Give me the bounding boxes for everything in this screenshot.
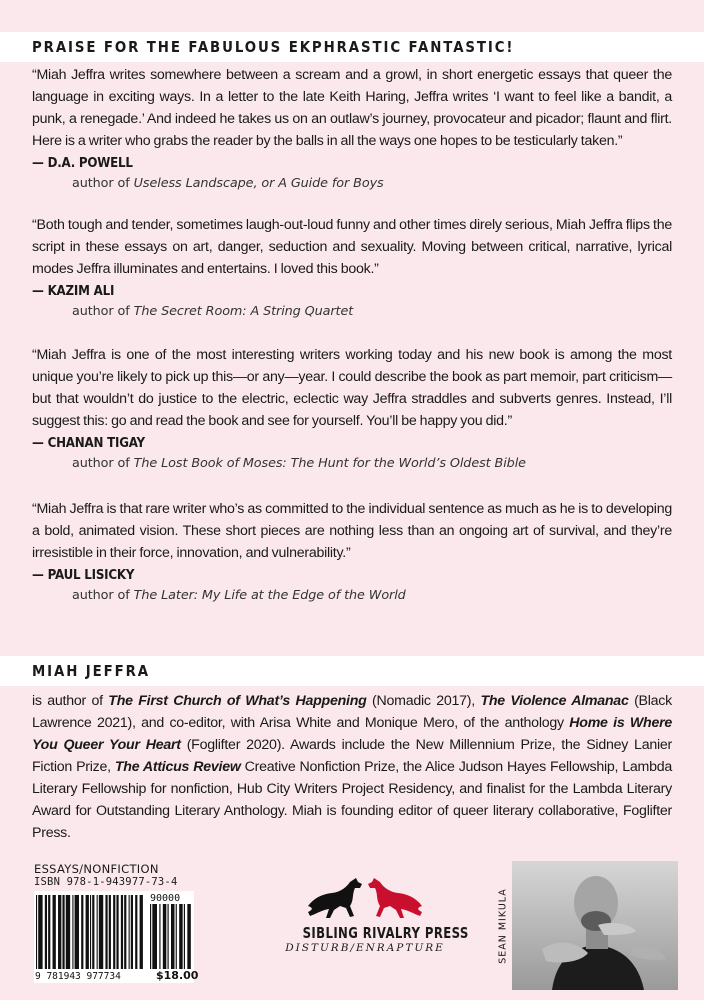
photo-credit: [493, 862, 513, 990]
bio-book-title: Home is Where You Queer Your Heart: [32, 715, 672, 753]
barcode-bar: [99, 895, 103, 969]
blurb-reviewer: — CHANAN TIGAY: [32, 435, 145, 451]
barcode-bar: [171, 904, 175, 969]
bio-journal-title: The Atticus Review: [114, 759, 241, 775]
credit-prefix: author of: [72, 456, 134, 471]
barcode-bar: [75, 895, 79, 969]
author-heading-band: [0, 656, 704, 686]
blurb-quote: “Miah Jeffra is one of the most interesting writers working today and his new book is among the most unique you’re likely to pick up this—or any—year. I could describe the book as part memoir, part criticism—but that wouldn’t do justice to the electric, eclectic way Jeffra straddles and subverts genres. Instead, I’ll suggest this: go and read the book and see for yourself. You’ll be happy you did.”: [32, 347, 672, 429]
barcode-bar: [105, 895, 107, 969]
barcode-bar: [53, 895, 56, 969]
barcode-bar: [179, 904, 183, 969]
blurb-quote: “Miah Jeffra writes somewhere between a scream and a growl, in short energetic essays that queer the language in exciting ways. In a letter to the late Keith Haring, Jeffra writes ‘I want to feel like a bandit, a punk, a renegade.’ And indeed he takes us on an outlaw’s journey, provocateur and picador; flaunt and flirt. Here is a writer who grabs the reader by the balls in all the ways one hopes to be testicularly taken.”: [32, 67, 672, 149]
barcode-bar: [159, 904, 160, 969]
barcode-bar: [36, 895, 37, 969]
publisher-name: SIBLING RIVALRY PRESS: [302, 924, 469, 942]
barcode-bar: [92, 895, 94, 969]
barcode-block: [34, 862, 199, 983]
barcode-bar: [45, 895, 47, 969]
credit-book-title: Useless Landscape, or A Guide for Boys: [133, 176, 384, 191]
blurb-quote: “Both tough and tender, sometimes laugh-out-loud funny and other times direly serious, Miah Jeffra flips the script in these essays on art, danger, seduction and sexuality. Moving between critical, narrative, lyrical modes Jeffra illuminates and entertains. I loved this book.”: [32, 217, 672, 277]
blurb: [32, 214, 672, 323]
barcode-icon: [34, 891, 199, 983]
barcode-bar: [121, 895, 123, 969]
credit-prefix: author of: [72, 304, 134, 319]
price-label: $18.00: [156, 969, 199, 982]
bio-text: Creative Nonfiction Prize, the Alice Judson Hayes Fellowship, Lambda Literary Fellowship for nonfiction, Hub City Writers Project Residency, and finalist for the Lambda Literary Award for Outstanding Literary Anthology. Miah is founding editor of queer literary collaborative, Foglifter Press.: [32, 759, 672, 841]
blurb-credit: [32, 453, 672, 475]
barcode-bar: [168, 904, 169, 969]
rearing-horses-icon: [300, 876, 430, 922]
barcode-bar: [113, 895, 115, 969]
photo-credit-text: SEAN MIKULA: [497, 888, 509, 964]
blurb-credit: [32, 173, 672, 195]
credit-prefix: author of: [72, 176, 134, 191]
credit-book-title: The Secret Room: A String Quartet: [133, 304, 354, 319]
black-horse-icon: [308, 878, 362, 918]
barcode-bar: [140, 895, 143, 969]
praise-heading: PRAISE FOR THE FABULOUS EKPHRASTIC FANTASTIC!: [32, 38, 515, 56]
blurb: [32, 344, 672, 475]
barcode-bar: [86, 895, 89, 969]
barcode-bar: [48, 895, 50, 969]
barcode-bar: [135, 895, 137, 969]
author-name: MIAH JEFFRA: [32, 662, 151, 680]
blurb-reviewer: — KAZIM ALI: [32, 283, 115, 299]
barcode-bar: [38, 895, 42, 969]
credit-book-title: The Later: My Life at the Edge of the World: [133, 588, 406, 603]
blurb-credit: [32, 301, 672, 323]
blurb-reviewer: — PAUL LISICKY: [32, 567, 135, 583]
isbn-label: ISBN 978-1-943977-73-4: [34, 876, 178, 888]
barcode-bar: [129, 895, 130, 969]
barcode-bar: [187, 904, 191, 969]
praise-heading-band: [0, 32, 704, 62]
barcode-bar: [152, 904, 157, 969]
bio-text: (Foglifter 2020). Awards include the New Millennium Prize, the Sidney Lanier Fiction Prize,: [32, 737, 672, 775]
barcode-ean-digits: 9 781943 977734: [35, 971, 121, 982]
bio-text: (Black Lawrence 2021), and co-editor, with Arisa White and Monique Mero, of the anthology: [32, 693, 672, 731]
barcode-bar: [81, 895, 83, 969]
barcode-bar: [90, 895, 91, 969]
barcode-bar: [66, 895, 70, 969]
bio-text: is author of: [32, 693, 109, 709]
barcode-bar: [109, 895, 111, 969]
barcode-bar: [150, 904, 151, 969]
barcode-bar: [131, 895, 133, 969]
credit-prefix: author of: [72, 588, 134, 603]
blurb-credit: [32, 585, 672, 607]
barcode-bar: [124, 895, 126, 969]
barcode-bar: [163, 904, 167, 969]
barcode-addon-code: 90000: [150, 893, 181, 904]
bio-book-title: The Violence Almanac: [480, 693, 629, 709]
bio-text: (Nomadic 2017),: [366, 693, 481, 709]
barcode-bar: [97, 895, 98, 969]
blurb: [32, 498, 672, 607]
barcode-bar: [176, 904, 177, 969]
author-bio: [32, 690, 672, 844]
barcode-bar: [184, 904, 185, 969]
barcode-bar: [58, 895, 61, 969]
author-photo: [512, 861, 678, 990]
credit-book-title: The Lost Book of Moses: The Hunt for the World’s Oldest Bible: [133, 456, 526, 471]
blurb-reviewer: — D.A. POWELL: [32, 155, 133, 171]
blurb-quote: “Miah Jeffra is that rare writer who’s as committed to the individual sentence as much as he is to developing a bold, animated vision. These short pieces are nothing less than an ongoing art of survival, and they’re irresistible in their force, innovation, and vulnerability.”: [32, 501, 672, 561]
bio-book-title: The First Church of What’s Happening: [108, 693, 367, 709]
blurb: [32, 64, 672, 195]
barcode-bar: [116, 895, 118, 969]
red-horse-icon: [368, 878, 422, 918]
publisher-logo: [285, 876, 469, 954]
author-portrait-icon: [512, 861, 678, 990]
genre-label: ESSAYS/NONFICTION: [34, 862, 159, 876]
barcode-bar: [72, 895, 73, 969]
barcode-bar: [62, 895, 64, 969]
publisher-tagline: DISTURB/ENRAPTURE: [285, 942, 445, 954]
